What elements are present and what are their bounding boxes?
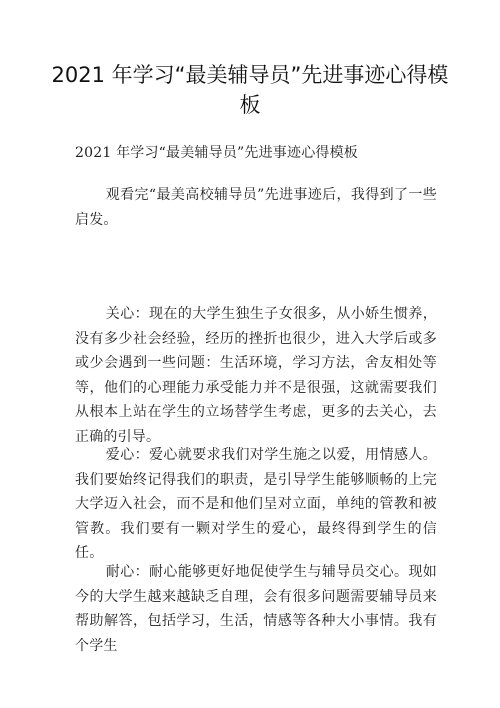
page-title: 2021 年学习“最美辅导员”先进事迹心得模板 — [51, 63, 449, 117]
document-subtitle: 2021 年学习“最美辅导员”先进事迹心得模板 — [75, 145, 358, 161]
paragraph-love: 爱心：爱心就要求我们对学生施之以爱，用情感人。我们要始终记得我们的职责，是引导学生能够顺畅的上完大学迈入社会，而不是和他们呈对立面，单纯的管教和被管教。我们要有一颗对学生的爱心，最终得到学生的信任。 — [75, 447, 437, 561]
paragraph-patience: 耐心：耐心能够更好地促使学生与辅导员交心。现如今的大学生越来越缺乏自理，会有很多问题需要辅导员来帮助解答，包括学习，生活，情感等各种大小事情。我有个学生 — [75, 564, 437, 654]
paragraph-intro: 观看完“最美高校辅导员”先进事迹后，我得到了一些启发。 — [75, 187, 437, 228]
paragraph-care: 关心：现在的大学生独生子女很多，从小娇生惯养，没有多少社会经验，经历的挫折也很少，进入大学后或多或少会遇到一些问题：生活环境，学习方法，舍友相处等等，他们的心理能力承受能力并不是很强，这就需要我们从根本上站在学生的立场替学生考虑，更多的去关心，去正确的引导。 — [75, 306, 437, 445]
